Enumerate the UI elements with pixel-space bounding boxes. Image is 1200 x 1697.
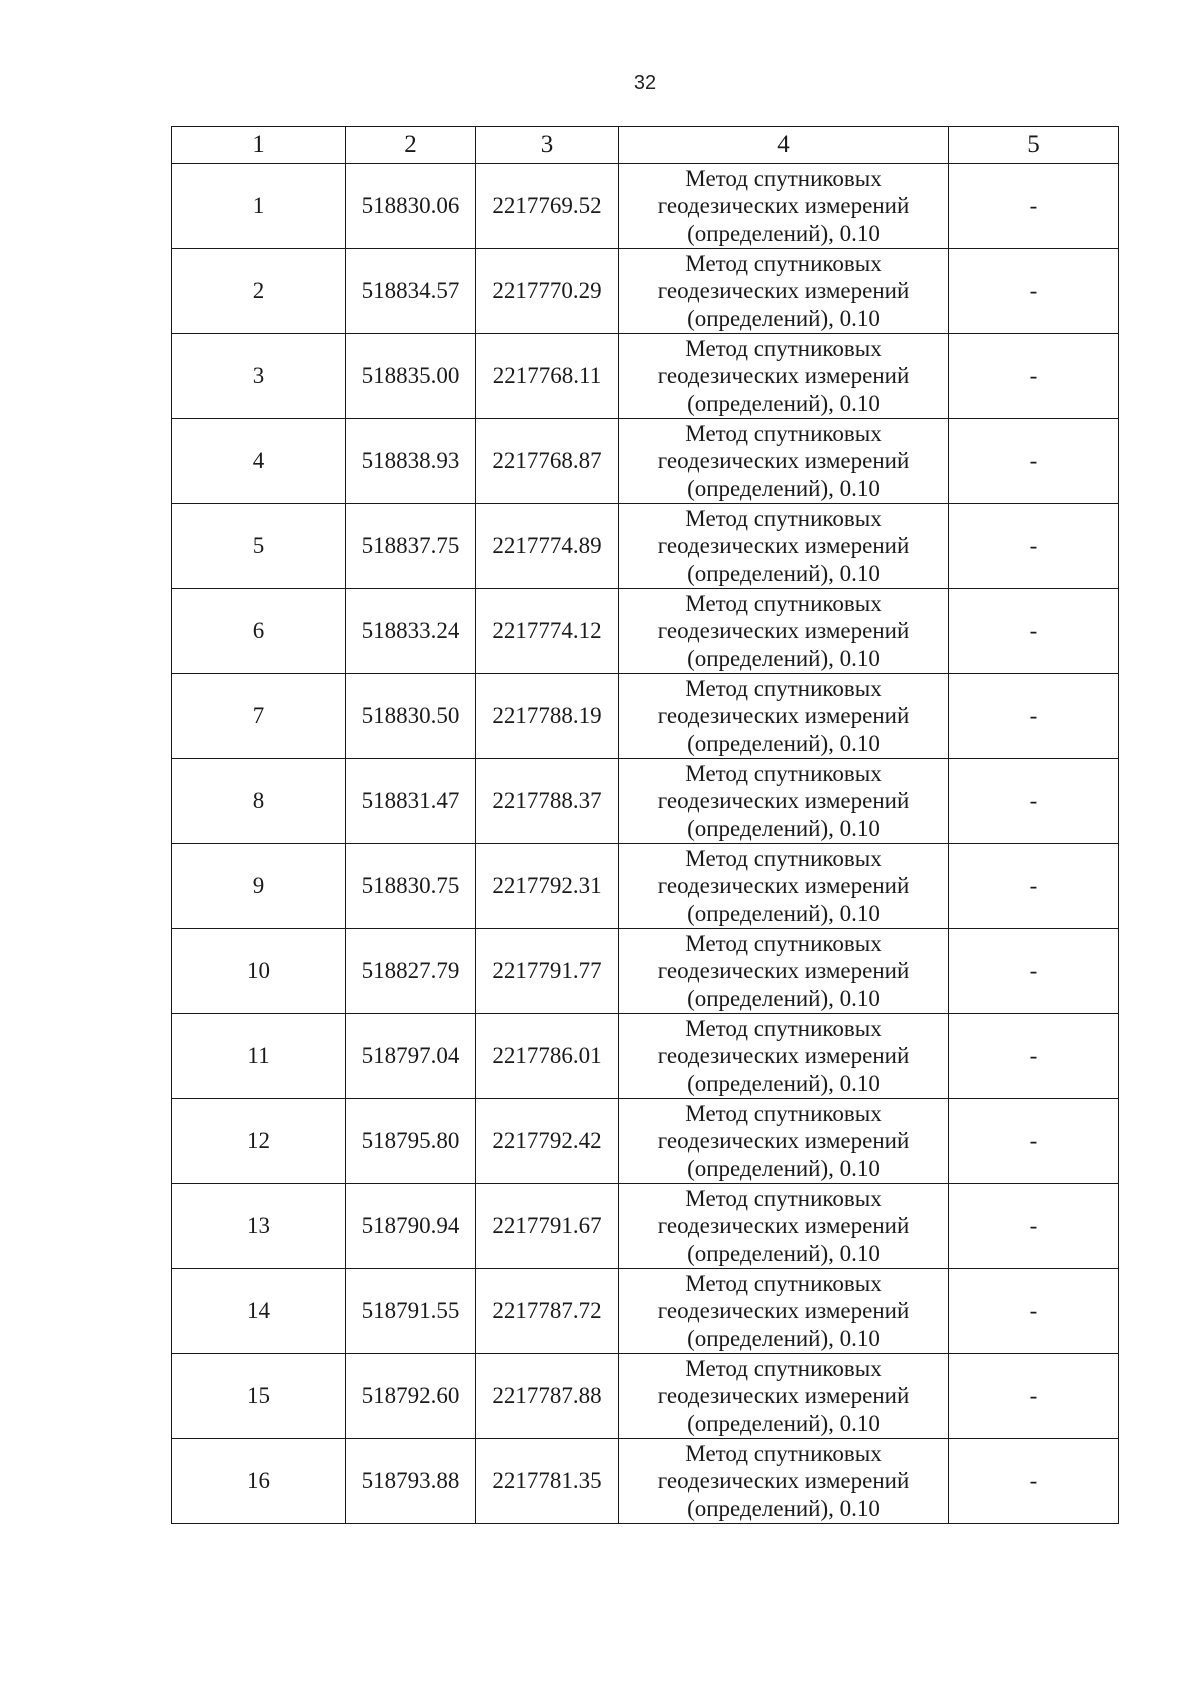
y-coordinate-cell: 2217768.87 (476, 419, 619, 504)
y-coordinate-cell: 2217768.11 (476, 334, 619, 419)
y-coordinate-cell: 2217781.35 (476, 1439, 619, 1524)
point-number-cell: 14 (172, 1269, 346, 1354)
method-line: Метод спутниковых (685, 335, 882, 361)
method-line: геодезических измерений (657, 448, 910, 474)
method-line: Метод спутниковых (685, 590, 882, 616)
page-number: 32 (633, 72, 657, 94)
y-coordinate-cell: 2217792.42 (476, 1099, 619, 1184)
method-line: (определений), 0.10 (687, 815, 880, 841)
note-cell: - (949, 164, 1119, 249)
method-line: (определений), 0.10 (687, 305, 880, 331)
method-cell (619, 1184, 949, 1269)
note-cell: - (949, 674, 1119, 759)
x-coordinate-cell: 518830.06 (346, 164, 476, 249)
method-cell (619, 1439, 949, 1524)
note-cell: - (949, 1439, 1119, 1524)
x-coordinate-cell: 518835.00 (346, 334, 476, 419)
method-line: Метод спутниковых (685, 1015, 882, 1041)
method-line: Метод спутниковых (685, 505, 882, 531)
table-row (172, 1354, 1119, 1439)
point-number-cell: 7 (172, 674, 346, 759)
y-coordinate-cell: 2217774.12 (476, 589, 619, 674)
x-coordinate-cell: 518791.55 (346, 1269, 476, 1354)
table-row (172, 1269, 1119, 1354)
table-row (172, 844, 1119, 929)
method-cell (619, 1099, 949, 1184)
x-coordinate-cell: 518797.04 (346, 1014, 476, 1099)
note-cell: - (949, 249, 1119, 334)
method-line: (определений), 0.10 (687, 1495, 880, 1521)
method-cell (619, 1014, 949, 1099)
method-cell (619, 504, 949, 589)
point-number-cell: 16 (172, 1439, 346, 1524)
point-number-cell: 11 (172, 1014, 346, 1099)
note-cell: - (949, 1014, 1119, 1099)
method-line: (определений), 0.10 (687, 1240, 880, 1266)
column-header-2: 2 (346, 127, 476, 164)
method-cell (619, 844, 949, 929)
x-coordinate-cell: 518838.93 (346, 419, 476, 504)
y-coordinate-cell: 2217788.37 (476, 759, 619, 844)
x-coordinate-cell: 518830.75 (346, 844, 476, 929)
note-cell: - (949, 1184, 1119, 1269)
note-cell: - (949, 929, 1119, 1014)
column-header-4: 4 (619, 127, 949, 164)
point-number-cell: 6 (172, 589, 346, 674)
point-number-cell: 5 (172, 504, 346, 589)
method-line: Метод спутниковых (685, 1440, 882, 1466)
method-line: геодезических измерений (657, 1468, 910, 1494)
method-line: геодезических измерений (657, 363, 910, 389)
y-coordinate-cell: 2217774.89 (476, 504, 619, 589)
table-row (172, 929, 1119, 1014)
method-line: геодезических измерений (657, 278, 910, 304)
note-cell: - (949, 504, 1119, 589)
method-line: (определений), 0.10 (687, 985, 880, 1011)
method-line: Метод спутниковых (685, 250, 882, 276)
x-coordinate-cell: 518792.60 (346, 1354, 476, 1439)
table-row (172, 759, 1119, 844)
method-line: Метод спутниковых (685, 420, 882, 446)
method-line: Метод спутниковых (685, 1355, 882, 1381)
note-cell: - (949, 759, 1119, 844)
y-coordinate-cell: 2217787.72 (476, 1269, 619, 1354)
method-cell (619, 674, 949, 759)
table-row (172, 164, 1119, 249)
y-coordinate-cell: 2217791.77 (476, 929, 619, 1014)
column-header-1: 1 (172, 127, 346, 164)
note-cell: - (949, 1099, 1119, 1184)
method-cell (619, 419, 949, 504)
point-number-cell: 3 (172, 334, 346, 419)
note-cell: - (949, 419, 1119, 504)
method-line: геодезических измерений (657, 1213, 910, 1239)
x-coordinate-cell: 518833.24 (346, 589, 476, 674)
y-coordinate-cell: 2217788.19 (476, 674, 619, 759)
method-cell (619, 759, 949, 844)
method-line: (определений), 0.10 (687, 645, 880, 671)
point-number-cell: 10 (172, 929, 346, 1014)
method-cell (619, 589, 949, 674)
method-line: (определений), 0.10 (687, 1070, 880, 1096)
x-coordinate-cell: 518795.80 (346, 1099, 476, 1184)
method-line: (определений), 0.10 (687, 560, 880, 586)
x-coordinate-cell: 518837.75 (346, 504, 476, 589)
table-row (172, 1014, 1119, 1099)
table-body (172, 164, 1119, 1524)
method-line: геодезических измерений (657, 618, 910, 644)
method-line: (определений), 0.10 (687, 475, 880, 501)
y-coordinate-cell: 2217770.29 (476, 249, 619, 334)
method-cell (619, 334, 949, 419)
note-cell: - (949, 589, 1119, 674)
table-row (172, 334, 1119, 419)
method-line: геодезических измерений (657, 873, 910, 899)
x-coordinate-cell: 518834.57 (346, 249, 476, 334)
table-row (172, 1439, 1119, 1524)
y-coordinate-cell: 2217786.01 (476, 1014, 619, 1099)
point-number-cell: 12 (172, 1099, 346, 1184)
y-coordinate-cell: 2217792.31 (476, 844, 619, 929)
method-line: геодезических измерений (657, 1383, 910, 1409)
method-line: геодезических измерений (657, 193, 910, 219)
method-line: геодезических измерений (657, 1128, 910, 1154)
method-line: (определений), 0.10 (687, 390, 880, 416)
x-coordinate-cell: 518790.94 (346, 1184, 476, 1269)
table-row (172, 1099, 1119, 1184)
table-row (172, 249, 1119, 334)
method-line: геодезических измерений (657, 1043, 910, 1069)
x-coordinate-cell: 518793.88 (346, 1439, 476, 1524)
method-line: (определений), 0.10 (687, 1325, 880, 1351)
method-cell (619, 1354, 949, 1439)
method-line: Метод спутниковых (685, 845, 882, 871)
method-line: (определений), 0.10 (687, 1410, 880, 1436)
point-number-cell: 9 (172, 844, 346, 929)
method-line: геодезических измерений (657, 788, 910, 814)
method-cell (619, 164, 949, 249)
method-line: геодезических измерений (657, 703, 910, 729)
method-line: Метод спутниковых (685, 1270, 882, 1296)
method-cell (619, 249, 949, 334)
method-line: Метод спутниковых (685, 1185, 882, 1211)
y-coordinate-cell: 2217769.52 (476, 164, 619, 249)
method-line: Метод спутниковых (685, 675, 882, 701)
coordinates-table (171, 126, 1119, 1524)
method-line: геодезических измерений (657, 958, 910, 984)
method-line: (определений), 0.10 (687, 900, 880, 926)
method-line: (определений), 0.10 (687, 1155, 880, 1181)
point-number-cell: 13 (172, 1184, 346, 1269)
method-line: геодезических измерений (657, 1298, 910, 1324)
table-row (172, 674, 1119, 759)
note-cell: - (949, 1354, 1119, 1439)
point-number-cell: 15 (172, 1354, 346, 1439)
x-coordinate-cell: 518831.47 (346, 759, 476, 844)
point-number-cell: 4 (172, 419, 346, 504)
y-coordinate-cell: 2217787.88 (476, 1354, 619, 1439)
y-coordinate-cell: 2217791.67 (476, 1184, 619, 1269)
note-cell: - (949, 334, 1119, 419)
note-cell: - (949, 1269, 1119, 1354)
method-line: (определений), 0.10 (687, 220, 880, 246)
table-row (172, 1184, 1119, 1269)
point-number-cell: 8 (172, 759, 346, 844)
x-coordinate-cell: 518827.79 (346, 929, 476, 1014)
method-cell (619, 1269, 949, 1354)
method-line: геодезических измерений (657, 533, 910, 559)
method-line: Метод спутниковых (685, 930, 882, 956)
point-number-cell: 2 (172, 249, 346, 334)
column-header-5: 5 (949, 127, 1119, 164)
point-number-cell: 1 (172, 164, 346, 249)
note-cell: - (949, 844, 1119, 929)
table-row (172, 504, 1119, 589)
method-line: (определений), 0.10 (687, 730, 880, 756)
method-line: Метод спутниковых (685, 165, 882, 191)
table-row (172, 589, 1119, 674)
header-row (172, 127, 1119, 164)
table-row (172, 419, 1119, 504)
x-coordinate-cell: 518830.50 (346, 674, 476, 759)
method-line: Метод спутниковых (685, 760, 882, 786)
table-header (172, 127, 1119, 164)
column-header-3: 3 (476, 127, 619, 164)
method-line: Метод спутниковых (685, 1100, 882, 1126)
method-cell (619, 929, 949, 1014)
